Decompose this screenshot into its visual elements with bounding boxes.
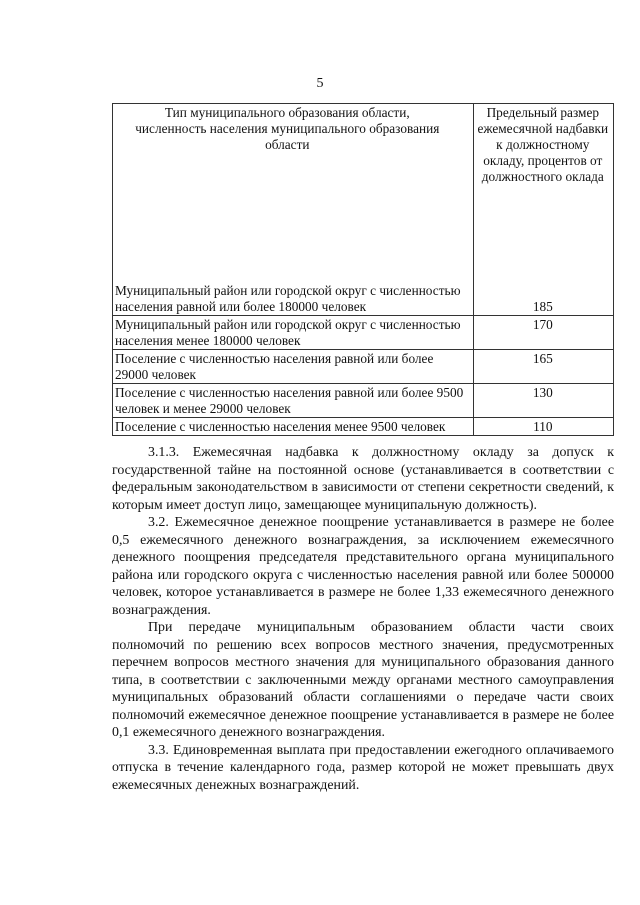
table-header-limit: Предельный размер ежемесячной надбавки к должностному окладу, процентов от должностного оклада — [477, 105, 609, 184]
table-row — [113, 104, 614, 316]
table-header-type: Тип муниципального образования области, численность населения муниципального образования области — [135, 105, 440, 152]
table-row-type: Муниципальный район или городской округ с численностью населения равной или более 180000 человек — [115, 283, 461, 314]
table-row-type: Поселение с численностью населения равной или более 29000 человек — [113, 350, 474, 384]
body-text — [112, 444, 614, 794]
table-row-type: Муниципальный район или городской округ с численностью населения менее 180000 человек — [113, 316, 474, 350]
table-row-limit: 110 — [473, 418, 613, 436]
table-row — [113, 384, 614, 418]
table-cell-type — [113, 104, 474, 316]
table-row — [113, 418, 614, 436]
table-row-type: Поселение с численностью населения менее 9500 человек — [113, 418, 474, 436]
table-row-limit: 130 — [473, 384, 613, 418]
table-cell-limit — [473, 104, 613, 316]
paragraph-3-2: 3.2. Ежемесячное денежное поощрение устанавливается в размере не более 0,5 ежемесячного денежного вознаграждения, за исключением ежемесячного денежного поощрения председателя представительного органа муниципального района или городского округа с численностью населения равной или более 500000 человек, которое устанавливается в размере не более 1,33 ежемесячного денежного вознаграждения. — [112, 515, 614, 618]
paragraph-3-3: 3.3. Единовременная выплата при предоставлении ежегодного оплачиваемого отпуска в течение календарного года, размер которой не может превышать двух ежемесячных денежных вознаграждений. — [112, 742, 614, 793]
paragraph-3-1-3: 3.1.3. Ежемесячная надбавка к должностному окладу за допуск к государственной тайне на постоянной основе (устанавливается в соответствии с федеральным законодательством в зависимости от степени секретности сведений, к которым имеет доступ лицо, замещающее муниципальную должность). — [112, 445, 614, 513]
table-row-limit: 170 — [473, 316, 613, 350]
table-row — [113, 316, 614, 350]
table-row-limit: 185 — [532, 299, 553, 314]
table-row-type: Поселение с численностью населения равной или более 9500 человек и менее 29000 человек — [113, 384, 474, 418]
page-number: 5 — [316, 76, 324, 91]
table-row — [113, 350, 614, 384]
paragraph-delegation: При передаче муниципальным образованием области части своих полномочий по решению всех вопросов местного значения, предусмотренных перечнем вопросов местного значения для муниципального образования данного типа, в соответствии с заключенными между органами местного самоуправления муниципальных образований области соглашениями о передаче части своих полномочий ежемесячное денежное поощрение устанавливается в размере не более 0,1 ежемесячного денежного вознаграждения. — [112, 620, 614, 740]
allowance-table — [112, 103, 614, 436]
table-row-limit: 165 — [473, 350, 613, 384]
